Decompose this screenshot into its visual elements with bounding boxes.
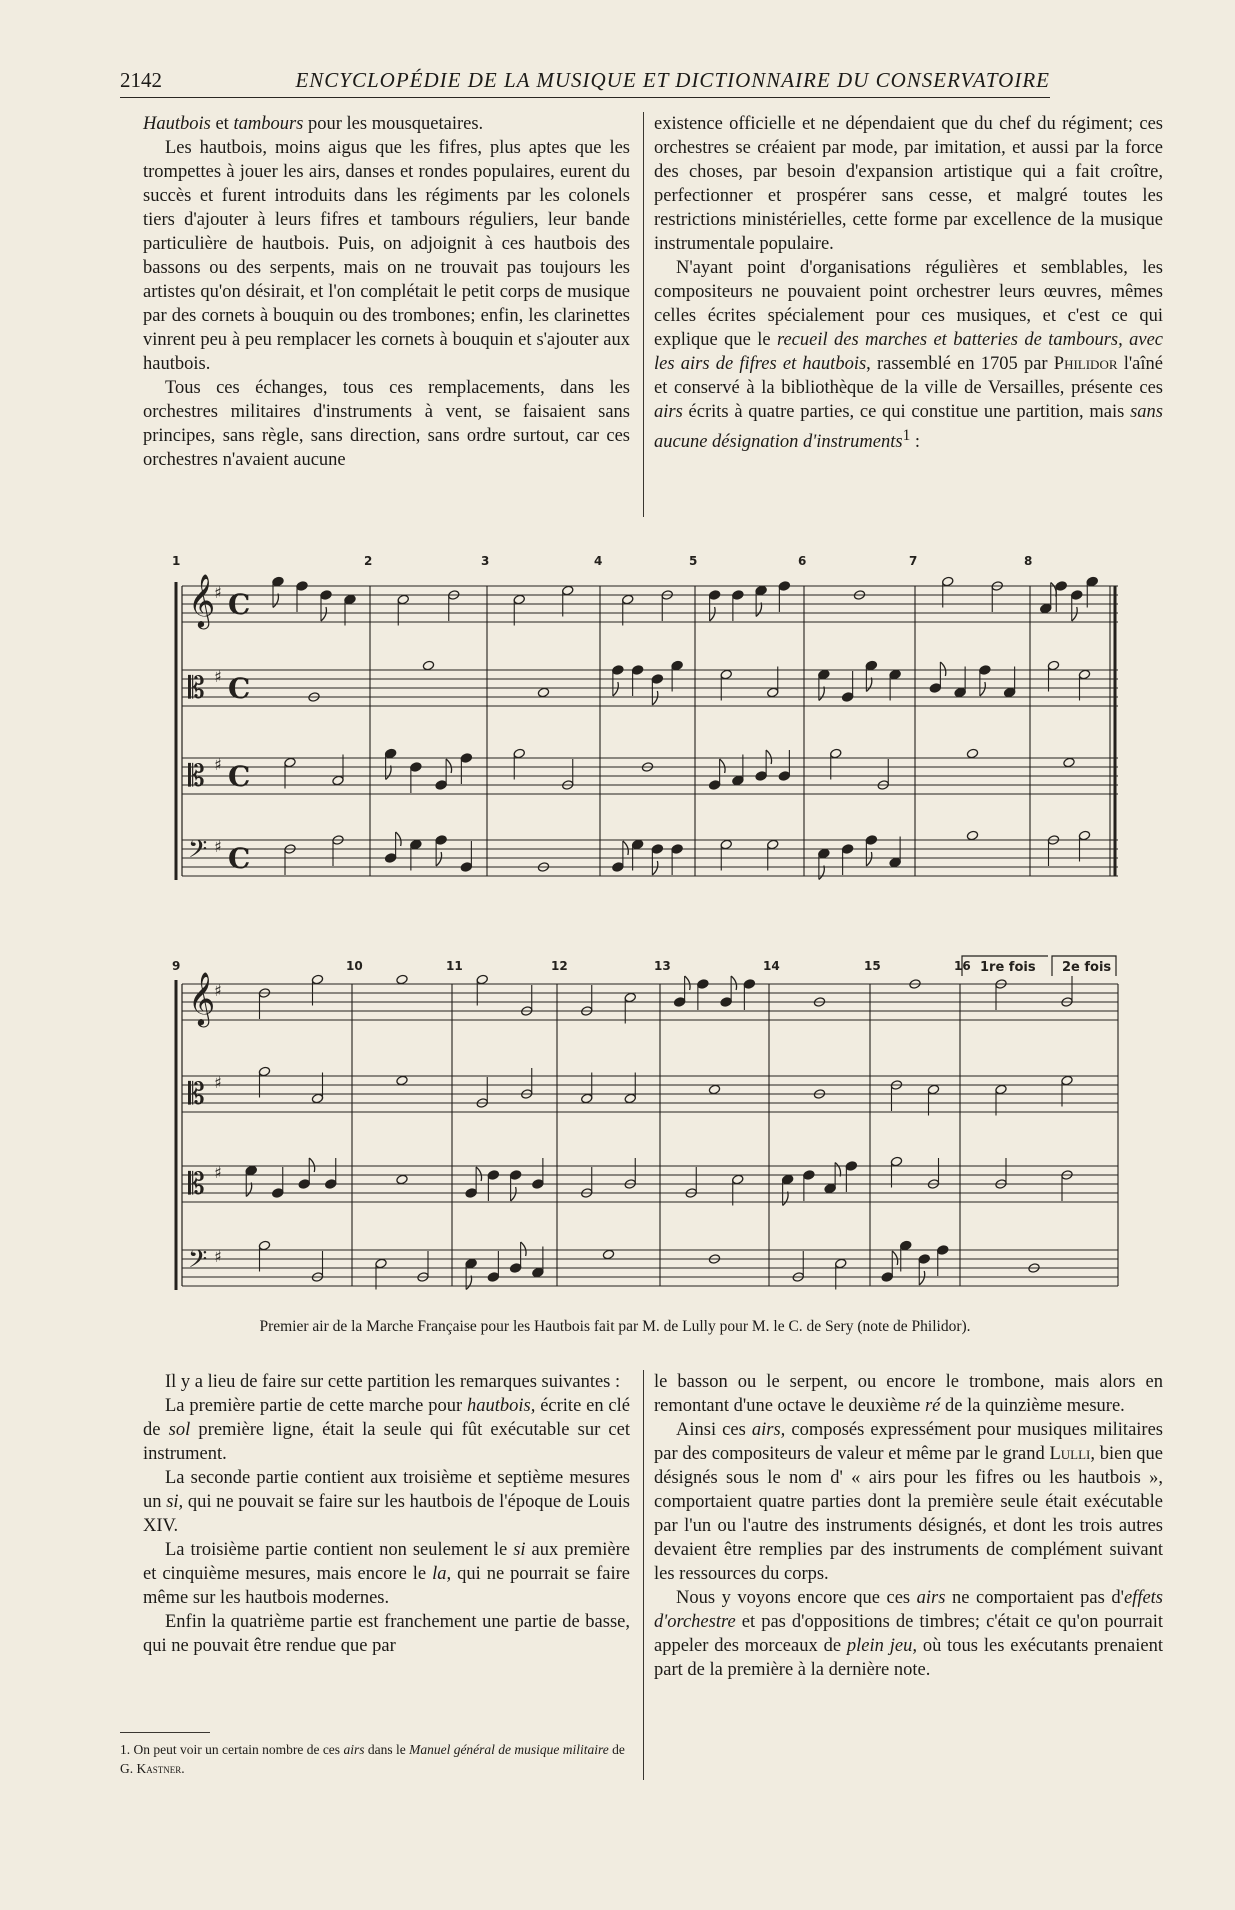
note-head xyxy=(697,979,709,990)
bottom-right-column xyxy=(654,1370,1163,1682)
note-head xyxy=(258,1066,270,1077)
common-time: C xyxy=(228,588,251,621)
note-head xyxy=(778,771,790,782)
text: de G. xyxy=(120,1742,625,1776)
note-head xyxy=(562,585,574,596)
note-head xyxy=(755,585,767,596)
text: composés expressément pour musiques militaires par des compositeurs de valeur et même par le grand xyxy=(654,1420,1163,1464)
treble-clef: 𝄞 xyxy=(188,971,216,1025)
note-head xyxy=(1086,576,1098,587)
note-head xyxy=(767,687,779,698)
note-flag xyxy=(892,1251,897,1265)
note-head xyxy=(375,1258,387,1269)
note-head xyxy=(708,780,720,791)
note-head xyxy=(818,848,830,859)
note-head xyxy=(396,1075,408,1086)
text: et xyxy=(210,114,234,134)
note-head xyxy=(803,1170,815,1181)
measure-number: 13 xyxy=(654,959,671,973)
note-head xyxy=(258,1240,270,1251)
note-head xyxy=(979,665,991,676)
note-head xyxy=(767,839,779,850)
measure-number: 9 xyxy=(172,959,181,973)
note-flag xyxy=(980,682,985,696)
note-head xyxy=(830,748,842,759)
note-head xyxy=(966,830,978,841)
measure-number: 11 xyxy=(446,959,463,973)
note-head xyxy=(937,1245,949,1256)
note-head xyxy=(889,857,901,868)
text: écrite en clé de xyxy=(143,1396,630,1440)
note-flag xyxy=(652,691,657,705)
text: , bien que désignés sous le nom d' « airs pour les fifres ou les hautbois », comportaient quatre parties dont la première seule était exécutable par l'un ou l'autre des instruments désignés, et dont les trois autres devaient être remplies par des instruments de complément suivant les ressources du corps. xyxy=(654,1444,1163,1584)
note-head xyxy=(509,1263,521,1274)
text: qui ne pourrait se faire même sur les hautbois modernes. xyxy=(143,1564,630,1608)
note-head xyxy=(845,1161,857,1172)
running-title: ENCYCLOPÉDIE DE LA MUSIQUE ET DICTIONNAIRE DU CONSERVATOIRE xyxy=(295,68,1050,92)
italic-text: tambours xyxy=(233,114,304,134)
treble-clef: 𝄞 xyxy=(188,573,216,627)
italic-text: effets d'orchestre xyxy=(654,1588,1164,1632)
note-head xyxy=(537,687,549,698)
note-head xyxy=(384,748,396,759)
note-head xyxy=(708,590,720,601)
sharp-sign: ♯ xyxy=(214,1163,222,1182)
sharp-sign: ♯ xyxy=(214,981,222,1000)
paragraph xyxy=(654,256,1163,454)
common-time: C xyxy=(228,672,251,705)
text: La première partie de cette marche pour xyxy=(165,1396,467,1416)
note-head xyxy=(1071,590,1083,601)
note-head xyxy=(651,844,663,855)
note-head xyxy=(245,1165,257,1176)
note-flag xyxy=(720,759,725,773)
note-flag xyxy=(386,766,391,780)
note-head xyxy=(465,1258,477,1269)
italic-text: airs xyxy=(916,1588,946,1608)
note-flag xyxy=(309,1158,314,1172)
note-head xyxy=(673,997,685,1008)
note-flag xyxy=(511,1187,516,1201)
top-right-column xyxy=(654,112,1163,454)
note-head xyxy=(311,974,323,985)
note-head xyxy=(624,992,636,1003)
paragraph xyxy=(143,1394,630,1466)
note-flag xyxy=(940,662,945,676)
note-flag xyxy=(835,1163,840,1177)
footnote-rule xyxy=(120,1732,210,1733)
note-head xyxy=(824,1183,836,1194)
paragraph xyxy=(143,1538,630,1610)
note-flag xyxy=(783,1192,788,1206)
note-head xyxy=(918,1254,930,1265)
paragraph: Il y a lieu de faire sur cette partition les remarques suivantes : xyxy=(165,1372,621,1392)
c-clef: 𝄡 xyxy=(188,759,205,794)
note-head xyxy=(298,1179,310,1190)
note-flag xyxy=(731,976,736,990)
note-head xyxy=(1078,669,1090,680)
sharp-sign: ♯ xyxy=(214,667,222,686)
measure-number: 4 xyxy=(594,554,603,568)
note-flag xyxy=(521,1242,526,1256)
paragraph xyxy=(654,1370,1163,1418)
c-clef: 𝄡 xyxy=(188,1077,205,1112)
note-head xyxy=(890,1156,902,1167)
text: où tous les exécutants prenaient part de la première à la dernière note. xyxy=(654,1636,1163,1680)
italic-text: airs xyxy=(654,402,683,422)
note-head xyxy=(320,590,332,601)
note-head xyxy=(487,1170,499,1181)
italic-text: sol xyxy=(168,1420,191,1440)
note-head xyxy=(1063,757,1075,768)
note-head xyxy=(631,665,643,676)
note-head xyxy=(927,1084,939,1095)
paragraph: Tous ces échanges, tous ces remplacements, dans les orchestres militaires d'instruments à vent, se faisaient sans principes, sans règle, sans direction, sans ordre surtout, car ces orchestres n'avaient aucune xyxy=(143,378,630,470)
note-head xyxy=(781,1174,793,1185)
text: dans le xyxy=(364,1742,410,1757)
note-head xyxy=(460,753,472,764)
sharp-sign: ♯ xyxy=(214,583,222,602)
note-head xyxy=(612,665,624,676)
volta-label: 1re fois xyxy=(980,960,1036,975)
note-head xyxy=(1078,830,1090,841)
note-head xyxy=(966,748,978,759)
note-head xyxy=(612,862,624,873)
note-flag xyxy=(819,687,824,701)
italic-text: si xyxy=(513,1540,526,1560)
note-head xyxy=(410,839,422,850)
note-head xyxy=(755,771,767,782)
small-caps-name: Kastner xyxy=(136,1761,182,1776)
italic-text: recueil des marches et batteries de tambours, avec les airs de fifres et hautbois xyxy=(654,330,1164,374)
note-head xyxy=(929,683,941,694)
measure-number: 1 xyxy=(172,554,181,568)
top-left-column xyxy=(143,112,630,472)
sharp-sign: ♯ xyxy=(214,1073,222,1092)
measure-number: 8 xyxy=(1024,554,1033,568)
text: de la quinzième mesure. xyxy=(940,1396,1125,1416)
score-caption: Premier air de la Marche Française pour les Hautbois fait par M. de Lully pour M. le C. de Sery (note de Philidor). xyxy=(259,1318,971,1335)
text: aux première et cinquième mesures, mais encore le xyxy=(143,1540,630,1584)
note-head xyxy=(384,853,396,864)
note-head xyxy=(720,839,732,850)
column-rule xyxy=(643,1370,644,1780)
note-head xyxy=(841,692,853,703)
text: première ligne, était la seule qui fût exécutable sur cet instrument. xyxy=(143,1420,630,1464)
note-head xyxy=(631,839,643,850)
note-head xyxy=(1003,687,1015,698)
paragraph: Les hautbois, moins aigus que les fifres, plus aptes que les trompettes à jouer les airs, danses et rondes populaires, eurent du succès et furent introduits dans les régiments par les colonels tiers d'ajouter à leurs fifres et tambours réguliers, leur bande particulière de hautbois. Puis, on adjoignit à ces hautbois des bassons ou des serpents, mais on ne trouvait pas toujours les artistes qu'on désirait, et l'on complétait le petit corps de musique par des cornets à bouquin ou des trombones; enfin, les clarinettes vinrent peu à peu remplacer les cornets à bouquin et s'ajouter aux hautbois. xyxy=(143,138,630,374)
common-time: C xyxy=(228,842,251,875)
note-head xyxy=(396,974,408,985)
note-head xyxy=(284,757,296,768)
note-head xyxy=(778,581,790,592)
sharp-sign: ♯ xyxy=(214,755,222,774)
measure-number: 6 xyxy=(798,554,807,568)
note-head xyxy=(509,1170,521,1181)
note-head xyxy=(954,687,966,698)
note-flag xyxy=(623,841,628,855)
paragraph xyxy=(654,1586,1163,1682)
note-flag xyxy=(321,607,326,621)
note-flag xyxy=(866,678,871,692)
bottom-left-column xyxy=(143,1370,630,1658)
italic-text: hautbois, xyxy=(467,1396,536,1416)
paragraph xyxy=(654,1418,1163,1586)
measure-number: 10 xyxy=(346,959,363,973)
text: . xyxy=(181,1761,185,1776)
italic-text: la, xyxy=(432,1564,452,1584)
italic-text: airs xyxy=(343,1742,365,1757)
paragraph: existence officielle et ne dépendaient que du chef du régiment; ces orchestres se créaient par mode, par imitation, et aussi par la force des choses, par besoin d'expansion artistique qui a fait croître, perfectionner et prospérer sans cesse, et malgré toutes les restrictions ministérielles, cette forme par excellence de la musique instrumentale populaire. xyxy=(654,114,1163,254)
text: 1. On peut voir un certain nombre de ces xyxy=(120,1742,344,1757)
note-head xyxy=(942,576,954,587)
note-head xyxy=(435,835,447,846)
note-head xyxy=(732,1174,744,1185)
note-head xyxy=(743,979,755,990)
note-head xyxy=(1055,581,1067,592)
italic-text: Hautbois xyxy=(143,114,211,134)
running-header xyxy=(120,68,1050,98)
note-head xyxy=(311,1093,323,1104)
measure-number: 16 xyxy=(954,959,971,973)
note-head xyxy=(865,660,877,671)
note-head xyxy=(995,1084,1007,1095)
note-head xyxy=(1047,660,1059,671)
note-flag xyxy=(446,759,451,773)
text: écrits à quatre parties, ce qui constitue une partition, mais xyxy=(682,402,1131,422)
measure-number: 7 xyxy=(909,554,918,568)
note-head xyxy=(422,660,434,671)
measure-number: 15 xyxy=(864,959,881,973)
measure-number: 5 xyxy=(689,554,698,568)
page-number: 2142 xyxy=(120,68,162,92)
text: N'ayant point d'organisations régulières et semblables, les compositeurs ne pouvaient point orchestrer leurs œuvres, mêmes celles écrites spécialement pour ces musiques, et c'est ce qui explique que le xyxy=(654,258,1163,350)
note-head xyxy=(332,775,344,786)
note-flag xyxy=(685,976,690,990)
text: : xyxy=(910,432,921,453)
text: pour les mousquetaires. xyxy=(303,114,484,134)
italic-text: sans aucune désignation d'instruments xyxy=(654,402,1163,453)
note-head xyxy=(476,974,488,985)
c-clef: 𝄡 xyxy=(188,1167,205,1202)
small-caps-name: Philidor xyxy=(1053,354,1118,374)
note-head xyxy=(513,748,525,759)
text: La seconde partie contient aux troisième et septième mesures un xyxy=(143,1468,630,1512)
italic-text: airs, xyxy=(751,1420,786,1440)
note-head xyxy=(818,669,830,680)
note-head xyxy=(272,576,284,587)
note-head xyxy=(465,1188,477,1199)
note-head xyxy=(1040,603,1052,614)
note-head xyxy=(460,862,472,873)
common-time: C xyxy=(228,760,251,793)
note-head xyxy=(881,1272,893,1283)
text: et pas d'oppositions de timbres; c'était ce qu'on pourrait appeler des morceaux de xyxy=(654,1612,1163,1656)
note-head xyxy=(624,1093,636,1104)
note-head xyxy=(720,997,732,1008)
italic-text: plein jeu, xyxy=(846,1636,917,1656)
footnote-ref: 1 xyxy=(902,427,911,444)
note-head xyxy=(1061,1075,1073,1086)
note-head xyxy=(708,1084,720,1095)
note-head xyxy=(410,762,422,773)
note-head xyxy=(602,1249,614,1260)
text: ne comportaient pas d' xyxy=(945,1588,1124,1608)
note-head xyxy=(296,581,308,592)
note-flag xyxy=(766,750,771,764)
note-flag xyxy=(710,607,715,621)
note-flag xyxy=(756,603,761,617)
text: Nous y voyons encore que ces xyxy=(676,1588,917,1608)
note-head xyxy=(435,780,447,791)
musical-score xyxy=(0,540,1235,1320)
note-head xyxy=(732,590,744,601)
note-head xyxy=(487,1272,499,1283)
note-flag xyxy=(466,1276,471,1290)
text: La troisième partie contient non seulement le xyxy=(165,1540,514,1560)
note-flag xyxy=(1051,583,1056,597)
note-head xyxy=(513,594,525,605)
note-flag xyxy=(273,594,278,608)
note-head xyxy=(671,660,683,671)
italic-text: Manuel général de musique militaire xyxy=(409,1742,609,1757)
note-head xyxy=(344,594,356,605)
note-flag xyxy=(436,852,441,866)
paragraph xyxy=(143,1466,630,1538)
note-head xyxy=(865,835,877,846)
measure-number: 2 xyxy=(364,554,373,568)
note-head xyxy=(396,1174,408,1185)
text: , rassemblé en 1705 par xyxy=(866,354,1054,374)
note-flag xyxy=(1072,607,1077,621)
sharp-sign: ♯ xyxy=(214,837,222,856)
note-head xyxy=(732,775,744,786)
bass-clef: 𝄢 xyxy=(188,835,208,870)
note-flag xyxy=(396,832,401,846)
bass-clef: 𝄢 xyxy=(188,1245,208,1280)
note-head xyxy=(835,1258,847,1269)
measure-number: 3 xyxy=(481,554,490,568)
note-flag xyxy=(476,1167,481,1181)
italic-text: si, xyxy=(166,1492,184,1512)
measure-number: 12 xyxy=(551,959,568,973)
note-head xyxy=(622,594,634,605)
note-head xyxy=(651,674,663,685)
italic-text: ré xyxy=(924,1396,941,1416)
note-flag xyxy=(613,682,618,696)
note-head xyxy=(532,1179,544,1190)
note-head xyxy=(900,1240,912,1251)
note-flag xyxy=(246,1183,251,1197)
note-head xyxy=(671,844,683,855)
note-head xyxy=(397,594,409,605)
note-flag xyxy=(919,1271,924,1285)
note-head xyxy=(581,1093,593,1104)
sharp-sign: ♯ xyxy=(214,1247,222,1266)
column-rule xyxy=(643,112,644,517)
note-flag xyxy=(652,861,657,875)
note-head xyxy=(841,844,853,855)
small-caps-name: Lulli xyxy=(1049,1444,1091,1464)
note-head xyxy=(272,1188,284,1199)
note-head xyxy=(325,1179,337,1190)
note-head xyxy=(889,669,901,680)
text: le basson ou le serpent, ou encore le trombone, mais alors en remontant d'une octave le deuxième xyxy=(654,1372,1163,1416)
note-head xyxy=(532,1267,544,1278)
volta-label: 2e fois xyxy=(1062,960,1112,975)
footnote xyxy=(120,1740,630,1778)
paragraph: Enfin la quatrième partie est franchement une partie de basse, qui ne pouvait être rendue que par xyxy=(143,1612,630,1656)
text: l'aîné et conservé à la bibliothèque de la ville de Versailles, présente ces xyxy=(654,354,1163,398)
note-flag xyxy=(866,852,871,866)
text: Ainsi ces xyxy=(676,1420,752,1440)
c-clef: 𝄡 xyxy=(188,671,205,706)
measure-number: 14 xyxy=(763,959,780,973)
text: qui ne pouvait se faire sur les hautbois de l'époque de Louis XIV. xyxy=(143,1492,631,1536)
paragraph xyxy=(143,112,630,136)
note-flag xyxy=(819,866,824,880)
note-head xyxy=(720,669,732,680)
